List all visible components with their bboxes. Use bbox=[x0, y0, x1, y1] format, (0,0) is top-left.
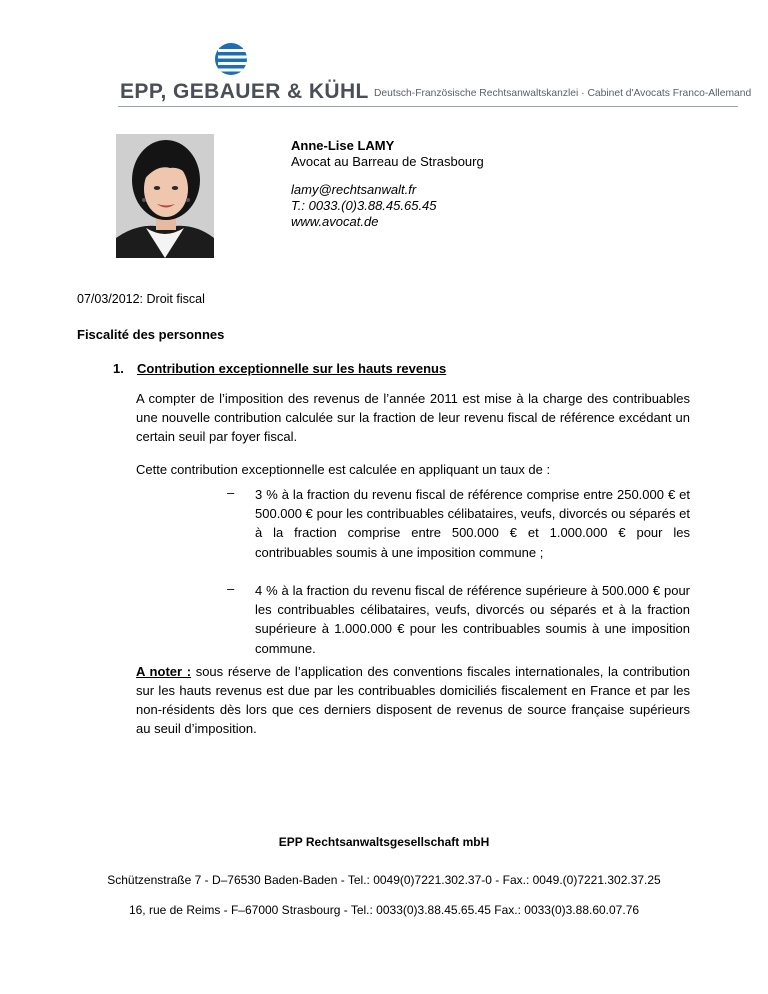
footer-company: EPP Rechtsanwaltsgesellschaft mbH bbox=[278, 835, 490, 849]
bullet-dash: – bbox=[227, 485, 235, 500]
globe-stripes-logo-icon bbox=[214, 42, 248, 76]
section-title: Fiscalité des personnes bbox=[77, 327, 225, 342]
lawyer-portrait-photo bbox=[116, 134, 214, 258]
bullet-item: 4 % à la fraction du revenu fiscal de référence supérieure à 500.000 € pour les contribuables célibataires, veufs, divorcés ou séparés et à la fraction supérieure à 1.000.000 € pour les contribuables soumis à une imposition commune. bbox=[255, 583, 690, 656]
bullet-item: 3 % à la fraction du revenu fiscal de référence comprise entre 250.000 € et 500.000 € pour les contribuables célibataires, veufs, divorcés ou séparés et à la fraction comprise entre 500.000 € et 1.000.000 € pour les contribuables soumis à une imposition commune ; bbox=[255, 487, 690, 560]
document-date-line: 07/03/2012: Droit fiscal bbox=[77, 292, 205, 306]
footer-address-strasbourg: 16, rue de Reims - F–67000 Strasbourg - Tel.: 0033(0)3.88.45.65.45 Fax.: 0033(0)3.88.60.07.76 bbox=[128, 903, 640, 917]
contact-name: Anne-Lise LAMY bbox=[291, 138, 395, 153]
contact-email[interactable]: lamy@rechtsanwalt.fr bbox=[291, 182, 417, 197]
header-divider bbox=[118, 106, 738, 107]
paragraph-note bbox=[136, 662, 690, 738]
firm-tagline: Deutsch-Französische Rechtsanwaltskanzlei · Cabinet d'Avocats Franco-Allemand bbox=[374, 88, 752, 99]
paragraph-intro: A compter de l’imposition des revenus de l’année 2011 est mise à la charge des contribuables une nouvelle contribution calculée sur la fraction de leur revenu fiscal de référence excédant un certain seuil par foyer fiscal. bbox=[136, 391, 690, 444]
bullet-dash: – bbox=[227, 581, 235, 596]
note-text: sous réserve de l’application des conventions fiscales internationales, la contribution sur les hauts revenus est due par les contribuables domiciliés fiscalement en France et par les non-résidents dès lors que ces derniers disposent de revenus de source française supérieurs au seuil d’imposition. bbox=[136, 664, 690, 736]
contact-phone: T.: 0033.(0)3.88.45.65.45 bbox=[291, 198, 437, 213]
paragraph-rate: Cette contribution exceptionnelle est calculée en appliquant un taux de : bbox=[136, 462, 551, 477]
contact-website[interactable]: www.avocat.de bbox=[291, 214, 379, 229]
firm-name: EPP, GEBAUER & KÜHL bbox=[120, 80, 369, 103]
contact-title: Avocat au Barreau de Strasbourg bbox=[291, 154, 484, 169]
note-label: A noter : bbox=[136, 664, 192, 679]
item-number: 1. bbox=[113, 361, 124, 376]
item-title: Contribution exceptionnelle sur les hauts revenus bbox=[137, 361, 447, 376]
footer-address-baden: Schützenstraße 7 - D–76530 Baden-Baden - Tel.: 0049(0)7221.302.37-0 - Fax.: 0049.(0)7221.302.37.25 bbox=[107, 873, 661, 887]
